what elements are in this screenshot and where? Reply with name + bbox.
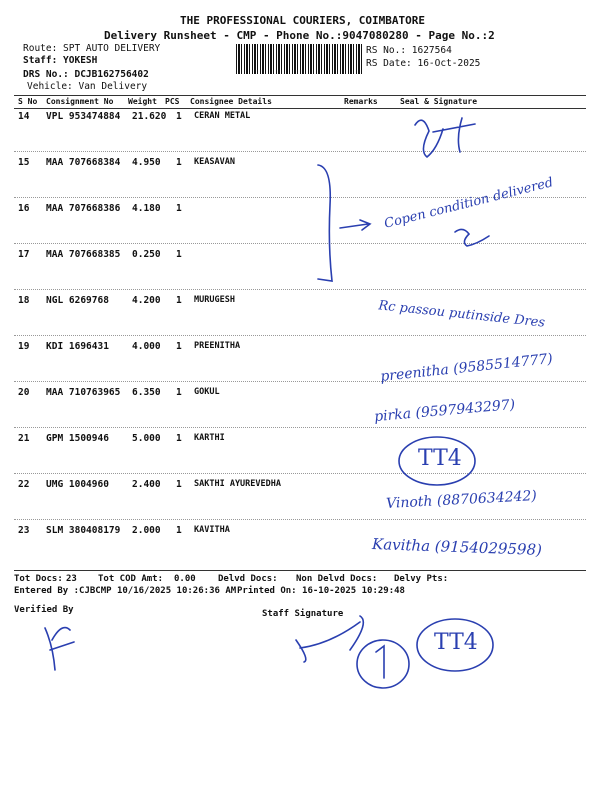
row-sno: 17 — [18, 249, 30, 260]
vehicle-label: Vehicle: Van Delivery — [27, 81, 148, 92]
row-pcs: 1 — [176, 249, 182, 260]
row-consignee: KEASAVAN — [194, 157, 235, 167]
row-sno: 19 — [18, 341, 30, 352]
rs-number: RS No.: 1627564 — [366, 45, 452, 56]
row-consignee: PREENITHA — [194, 341, 241, 351]
handwriting-row18: Rc passou putinside Dres — [377, 298, 546, 331]
handwriting-row23: Kavitha (9154029598) — [371, 535, 543, 559]
row-consignment: UMG 1004960 — [46, 479, 109, 490]
tot-cod-value: 0.00 — [174, 574, 196, 584]
delvy-pts-label: Delvy Pts: — [394, 574, 449, 584]
non-delvd-docs-label: Non Delvd Docs: — [296, 574, 378, 584]
row-consignee: SAKTHI AYUREVEDHA — [194, 479, 281, 489]
row-consignment: MAA 707668386 — [46, 203, 121, 214]
row-consignee: KAVITHA — [194, 525, 230, 535]
row-weight: 6.350 — [132, 387, 161, 398]
col-consignment: Consignment No — [46, 97, 114, 106]
row-consignment: NGL 6269768 — [46, 295, 109, 306]
row-sno: 18 — [18, 295, 30, 306]
col-pcs: PCS — [165, 97, 180, 106]
row-weight: 2.000 — [132, 525, 161, 536]
staff-label: Staff: YOKESH — [23, 55, 98, 66]
handwriting-row19: preenitha (9585514777) — [379, 350, 554, 386]
row-weight: 4.000 — [132, 341, 161, 352]
tot-docs-label: Tot Docs: — [14, 574, 63, 584]
row-sno: 15 — [18, 157, 30, 168]
drs-number: DRS No.: DCJB162756402 — [23, 69, 149, 80]
row-pcs: 1 — [176, 479, 182, 490]
rs-date: RS Date: 16-Oct-2025 — [366, 58, 481, 69]
row-sno: 23 — [18, 525, 30, 536]
row-consignee: GOKUL — [194, 387, 220, 397]
row-weight: 4.180 — [132, 203, 161, 214]
staff-signature-label: Staff Signature — [262, 609, 344, 619]
row-sno: 20 — [18, 387, 30, 398]
route-label: Route: SPT AUTO DELIVERY — [23, 43, 161, 54]
row-weight: 4.950 — [132, 157, 161, 168]
delvd-docs-label: Delvd Docs: — [218, 574, 278, 584]
runsheet-subtitle: Delivery Runsheet - CMP - Phone No.:9047080280 - Page No.:2 — [104, 29, 495, 42]
row-pcs: 1 — [176, 203, 182, 214]
row-weight: 5.000 — [132, 433, 161, 444]
tot-cod-label: Tot COD Amt: — [98, 574, 164, 584]
col-seal: Seal & Signature — [400, 97, 478, 106]
col-consignee: Consignee Details — [190, 97, 272, 106]
row-sno: 22 — [18, 479, 30, 490]
handwriting-row15: Copen condition delivered — [382, 175, 555, 232]
row-weight: 0.250 — [132, 249, 161, 260]
staff-seal-text: TT4 — [434, 630, 478, 655]
row-weight: 21.620 — [132, 111, 167, 122]
company-name: THE PROFESSIONAL COURIERS, COIMBATORE — [180, 14, 426, 27]
row-consignee: MURUGESH — [194, 295, 235, 305]
row-consignment: MAA 707668384 — [46, 157, 121, 168]
row-weight: 4.200 — [132, 295, 161, 306]
tot-docs-value: 23 — [66, 574, 77, 584]
row-consignment: GPM 1500946 — [46, 433, 109, 444]
row-pcs: 1 — [176, 525, 182, 536]
verified-by-label: Verified By — [14, 605, 74, 615]
row-consignee: KARTHI — [194, 433, 225, 443]
col-remarks: Remarks — [344, 97, 378, 106]
row-consignee: CERAN METAL — [194, 111, 251, 121]
col-weight: Weight — [128, 97, 157, 106]
row-sno: 16 — [18, 203, 30, 214]
row-pcs: 1 — [176, 387, 182, 398]
handwriting-row22: Vinoth (8870634242) — [385, 488, 538, 512]
row-weight: 2.400 — [132, 479, 161, 490]
row-consignment: VPL 953474884 — [46, 111, 121, 122]
row-consignment: MAA 710763965 — [46, 387, 121, 398]
handwriting-row21-seal: TT4 — [418, 446, 462, 471]
row-consignment: SLM 380408179 — [46, 525, 121, 536]
row-sno: 21 — [18, 433, 30, 444]
col-sno: S No — [18, 97, 38, 106]
entered-by: Entered By :CJBCMP 10/16/2025 10:26:36 AM — [14, 586, 237, 596]
row-consignment: KDI 1696431 — [46, 341, 109, 352]
row-pcs: 1 — [176, 341, 182, 352]
row-pcs: 1 — [176, 433, 182, 444]
printed-on: Printed On: 16-10-2025 10:29:48 — [237, 586, 405, 596]
row-consignment: MAA 707668385 — [46, 249, 121, 260]
row-pcs: 1 — [176, 295, 182, 306]
row-pcs: 1 — [176, 157, 182, 168]
row-sno: 14 — [18, 111, 30, 122]
handwriting-row20: pirka (9597943297) — [373, 396, 516, 426]
row-pcs: 1 — [176, 111, 182, 122]
